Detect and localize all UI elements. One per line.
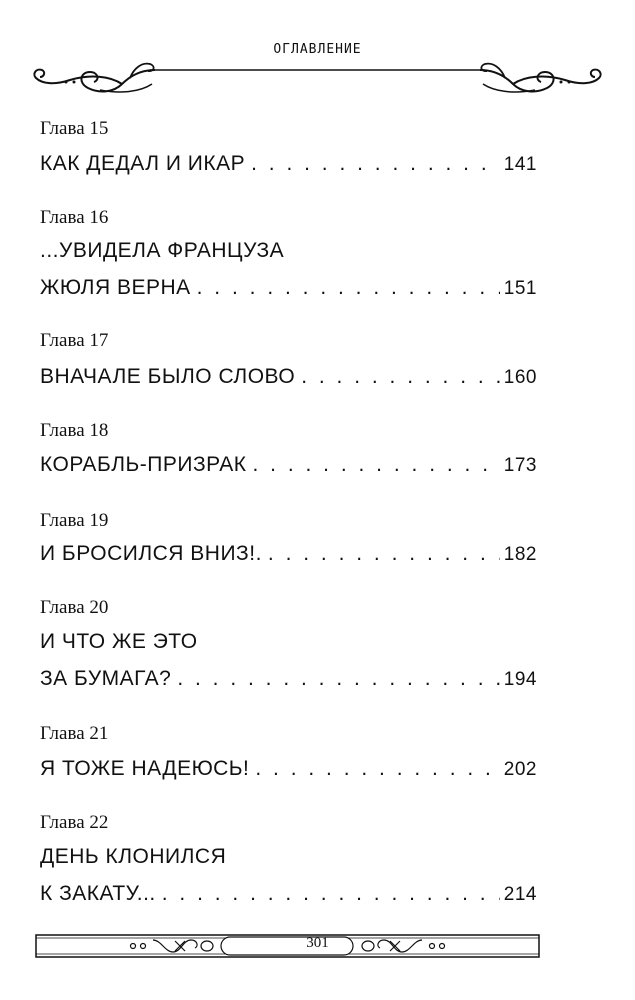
toc-entry[interactable] [40,882,537,906]
toc-entry[interactable] [40,152,537,176]
dot-leader [268,542,500,566]
page-reference: 194 [503,669,537,690]
chapter-title-line [40,239,537,263]
page-number: 301 [306,935,329,951]
chapter-label: Глава 21 [40,723,109,744]
running-header-title: ОГЛАВЛЕНИЕ [273,42,362,57]
chapter-title: ВНАЧАЛЕ БЫЛО СЛОВО [40,365,296,388]
chapter-title: Я ТОЖЕ НАДЕЮСЬ! [40,757,250,780]
dot-leader [197,276,500,300]
page-reference: 151 [503,278,537,299]
dot-leader [177,667,499,691]
chapter-title: КАК ДЕДАЛ И ИКАР [40,152,246,175]
page-reference: 182 [503,544,537,565]
chapter-label: Глава 20 [40,597,109,618]
chapter-title-line [40,630,537,654]
chapter-label: Глава 19 [40,510,109,531]
chapter-title: К ЗАКАТУ... [40,882,156,905]
toc-entry[interactable] [40,542,537,566]
toc-entry[interactable] [40,365,537,389]
chapter-label: Глава 18 [40,420,109,441]
chapter-title: И БРОСИЛСЯ ВНИЗ!. [40,542,262,565]
chapter-title-line [40,845,537,869]
page-reference: 160 [503,367,537,388]
page-reference: 173 [503,455,537,476]
dot-leader [301,365,500,389]
toc-entry[interactable] [40,453,537,477]
chapter-title: КОРАБЛЬ-ПРИЗРАК [40,453,247,476]
toc-entry[interactable] [40,276,537,300]
chapter-label: Глава 17 [40,330,109,351]
chapter-title: ЗА БУМАГА? [40,667,172,690]
header-ornament-icon [30,58,605,100]
chapter-label: Глава 22 [40,812,109,833]
page-reference: 214 [503,884,537,905]
chapter-title: ЖЮЛЯ ВЕРНА [40,276,191,299]
chapter-label: Глава 16 [40,207,109,228]
chapter-title: ДЕНЬ КЛОНИЛСЯ [40,845,227,868]
chapter-title: ...УВИДЕЛА ФРАНЦУЗА [40,239,285,262]
page-reference: 141 [503,154,537,175]
dot-leader [253,453,500,477]
toc-entry[interactable] [40,667,537,691]
chapter-title: И ЧТО ЖЕ ЭТО [40,630,198,653]
chapter-label: Глава 15 [40,118,109,139]
dot-leader [255,757,499,781]
dot-leader [162,882,500,906]
page-reference: 202 [503,759,537,780]
toc-entry[interactable] [40,757,537,781]
dot-leader [251,152,500,176]
